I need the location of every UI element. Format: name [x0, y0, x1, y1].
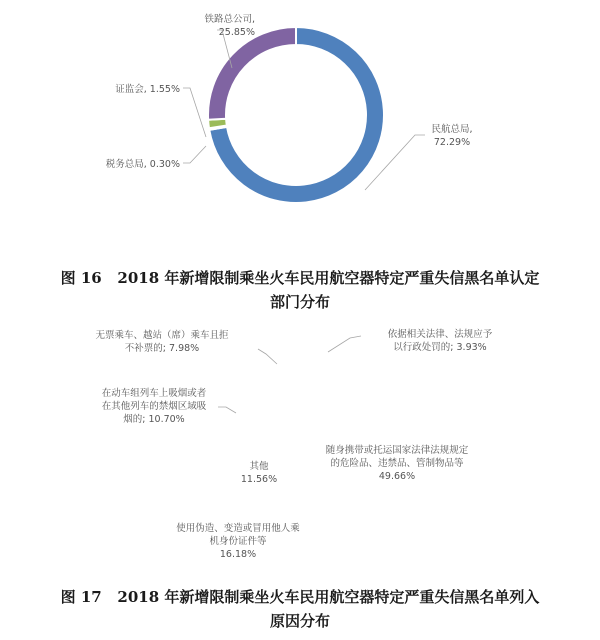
caption-fig16 — [0, 266, 600, 314]
pie-slice — [333, 330, 446, 556]
caption-fig16-line2: 部门分布 — [269, 293, 330, 311]
data-label: 使用伪造、变造或冒用他人乘机身份证件等 16.18% — [176, 523, 300, 560]
leader-line — [183, 146, 206, 163]
data-label: 在动车组列车上吸烟或者在其他列车的禁烟区域吸烟的; 10.70% — [101, 388, 207, 425]
caption-fig17-line1: 2018 年新增限制乘坐火车民用航空器特定严重失信黑名单列入 — [117, 588, 540, 606]
caption-fig17 — [0, 585, 600, 633]
leader-line — [328, 336, 361, 352]
pie-slice — [256, 333, 305, 360]
pie-slice — [220, 426, 238, 504]
data-label: 其他 11.56% — [240, 461, 278, 485]
leader-line — [218, 407, 236, 413]
caption-fig17-line2: 原因分布 — [269, 612, 330, 630]
data-label: 无票乘车、越站（席）乘车且拒不补票的; 7.98% — [95, 330, 229, 354]
data-label: 铁路总公司, 25.85% — [204, 14, 255, 38]
pie-labels — [95, 328, 492, 560]
caption-fig17-number: 图 17 — [60, 588, 102, 606]
caption-fig16-line1: 2018 年新增限制乘坐火车民用航空器特定严重失信黑名单认定 — [117, 269, 540, 287]
pie-slice — [305, 330, 333, 333]
leader-line — [183, 88, 206, 137]
data-label: 依据相关法律、法规应予以行政处罚的; 3.93% — [387, 329, 493, 353]
data-label: 税务总局, 0.30% — [105, 159, 180, 170]
pie-slice — [208, 27, 296, 120]
data-label: 随身携带或托运国家法律法规规定的危险品、违禁品、管制物品等 49.66% — [325, 445, 469, 482]
data-label: 证监会, 1.55% — [115, 84, 180, 95]
pie-slice — [221, 360, 256, 426]
data-label: 民航总局, 72.29% — [431, 124, 473, 148]
caption-fig16-number: 图 16 — [60, 269, 102, 287]
donut-chart-fig16 — [208, 27, 384, 203]
